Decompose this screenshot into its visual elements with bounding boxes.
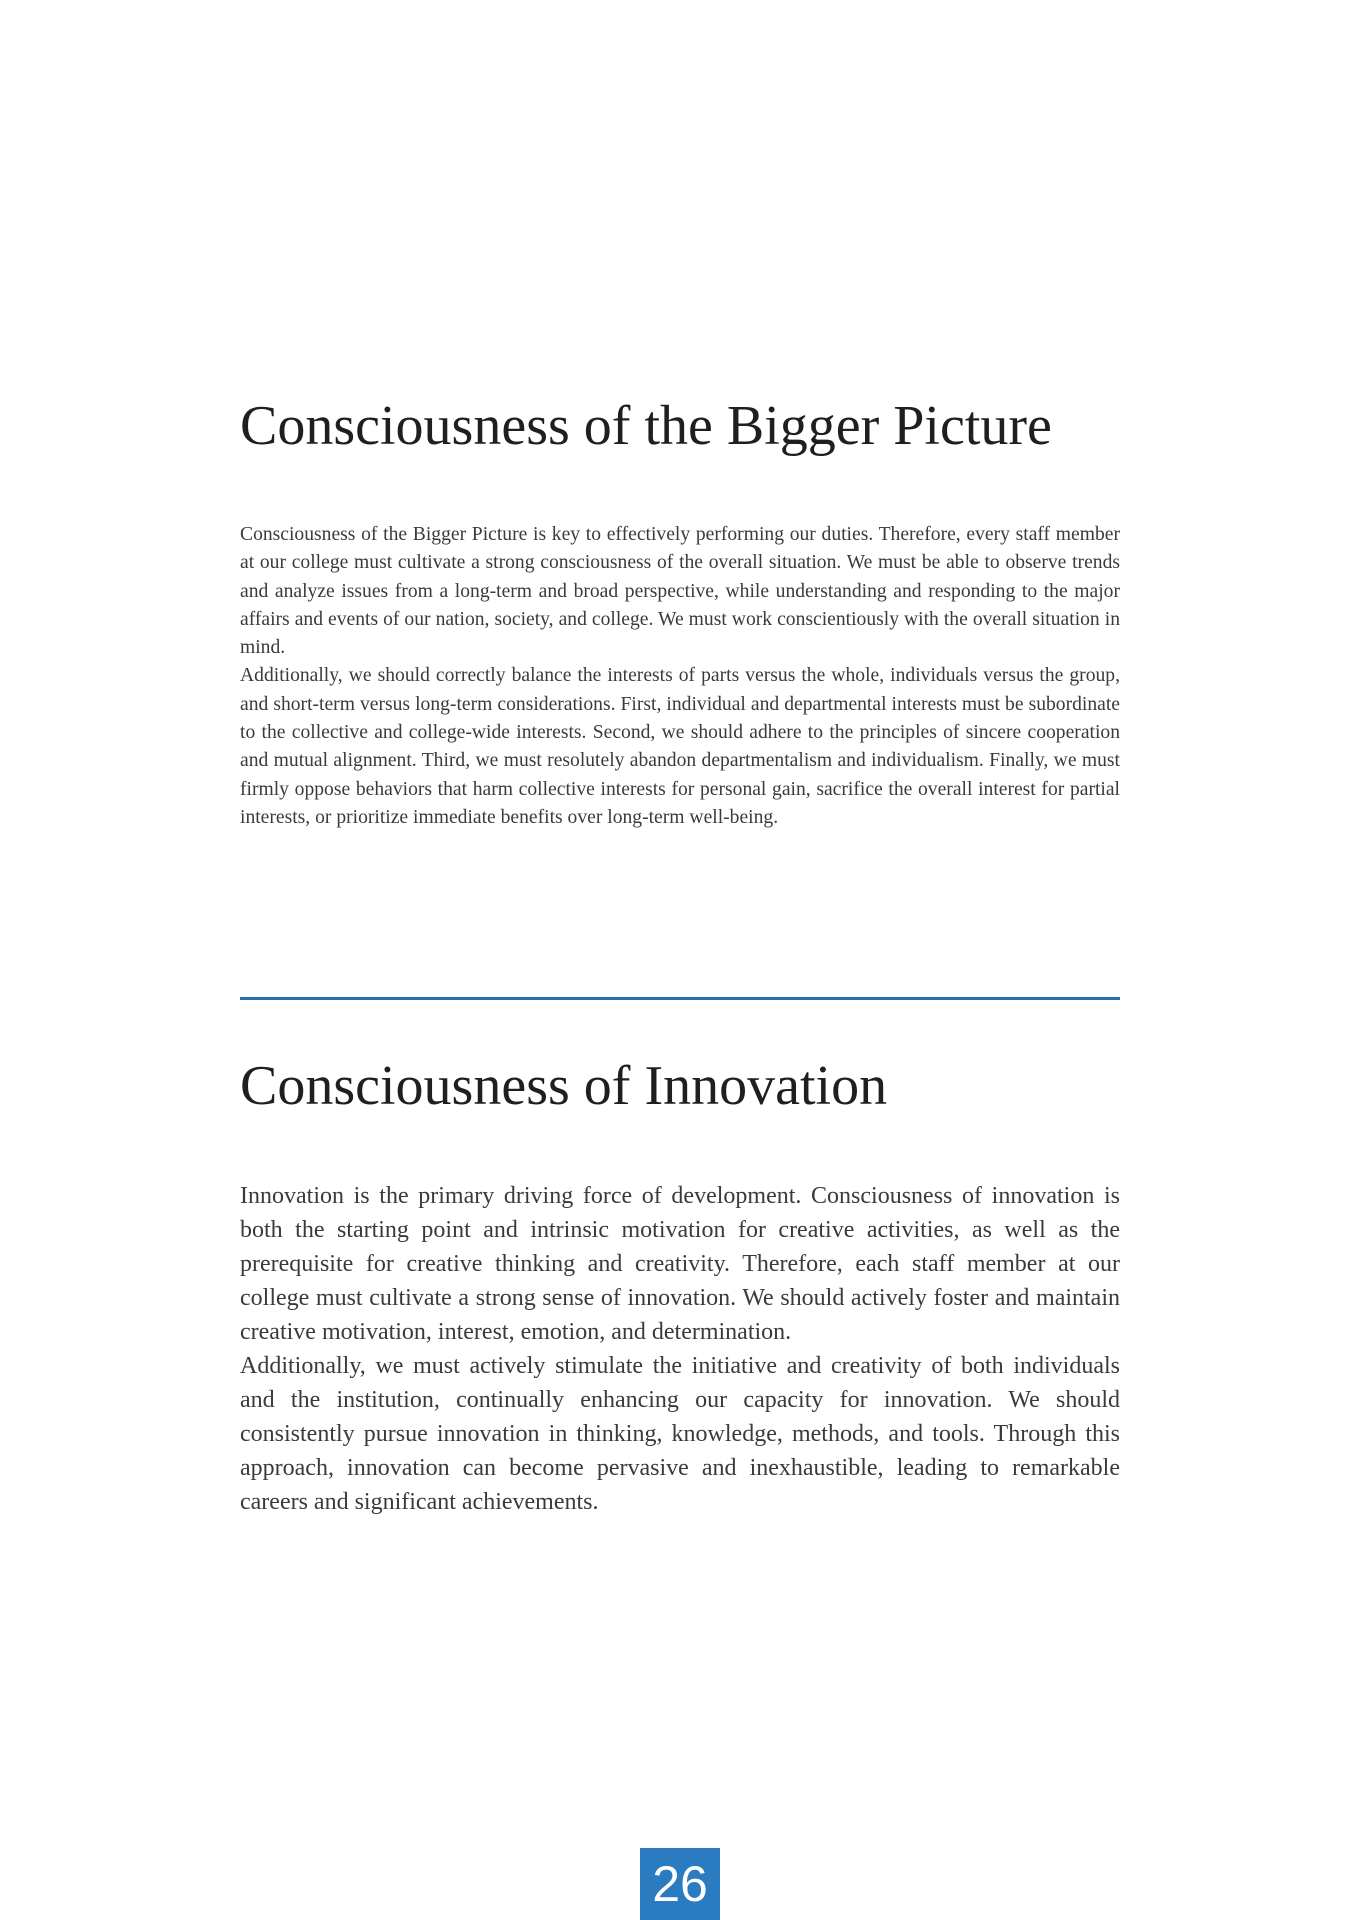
- section-title-bigger-picture: Consciousness of the Bigger Picture: [240, 395, 1052, 457]
- paragraph: Consciousness of the Bigger Picture is key to effectively performing our duties. Therefore, every staff member at our college must cultivate a strong consciousness of the overall situation. We must be able to observe trends and analyze issues from a long-term and broad perspective, while understanding and responding to the major affairs and events of our nation, society, and college. We must work conscientiously with the overall situation in mind.: [240, 524, 1120, 659]
- paragraph: Innovation is the primary driving force of development. Consciousness of innovation is both the starting point and intrinsic motivation for creative activities, as well as the prerequisite for creative thinking and creativity. Therefore, each staff member at our college must cultivate a strong sense of innovation. We should actively foster and maintain creative motivation, interest, emotion, and determination.: [240, 1183, 1120, 1345]
- section-body-bigger-picture: [240, 521, 1120, 832]
- section-divider: [240, 997, 1120, 1000]
- paragraph: Additionally, we should correctly balance the interests of parts versus the whole, individuals versus the group, and short-term versus long-term considerations. First, individual and departmental interests must be subordinate to the collective and college-wide interests. Second, we should adhere to the principles of sincere cooperation and mutual alignment. Third, we must resolutely abandon departmentalism and individualism. Finally, we must firmly oppose behaviors that harm collective interests for personal gain, sacrifice the overall interest for partial interests, or prioritize immediate benefits over long-term well-being.: [240, 665, 1120, 828]
- section-title-innovation: Consciousness of Innovation: [240, 1055, 888, 1117]
- section-body-innovation: [240, 1179, 1120, 1519]
- paragraph: Additionally, we must actively stimulate the initiative and creativity of both individuals and the institution, continually enhancing our capacity for innovation. We should consistently pursue innovation in thinking, knowledge, methods, and tools. Through this approach, innovation can become pervasive and inexhaustible, leading to remarkable careers and significant achievements.: [240, 1353, 1120, 1515]
- page-number-badge: 26: [640, 1848, 720, 1920]
